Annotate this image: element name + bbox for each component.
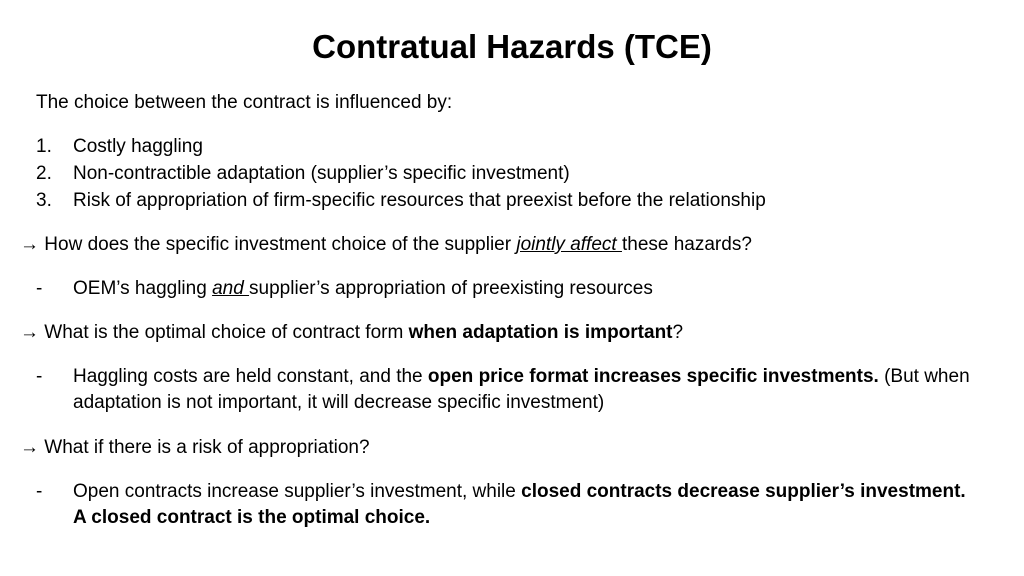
question-text: → What is the optimal choice of contract form (20, 322, 409, 343)
list-item: Risk of appropriation of firm-specific resources that preexist before the relationship (73, 190, 766, 211)
dash-bullet: - (36, 278, 43, 299)
dash-bullet: - (36, 366, 43, 387)
bold-text: open price format increases specific investments. (427, 366, 879, 387)
question-appropriation: → What if there is a risk of appropriation? (20, 437, 370, 458)
answer-text: (But when adaptation is not important, it will decrease specific investment) (73, 366, 970, 413)
intro-text: The choice between the contract is influenced by: (36, 92, 453, 113)
question-joint-effect (20, 232, 752, 258)
question-text: these hazards? (621, 234, 752, 255)
list-item: Costly haggling (73, 136, 203, 157)
dash-bullet: - (36, 481, 43, 502)
list-number: 3. (36, 190, 52, 211)
list-number: 2. (36, 163, 52, 184)
emphasis-text: jointly affect (516, 234, 622, 255)
answer-text: Haggling costs are held constant, and the (73, 366, 428, 387)
list-number: 1. (36, 136, 52, 157)
answer-text: OEM’s haggling (73, 278, 213, 299)
answer-contract-form (73, 364, 973, 416)
answer-text: supplier’s appropriation of preexisting resources (249, 278, 653, 299)
question-contract-form (20, 320, 683, 346)
question-text: → How does the specific investment choice of the supplier (20, 234, 517, 255)
answer-joint-effect (73, 276, 973, 302)
list-item: Non-contractible adaptation (supplier’s specific investment) (73, 163, 570, 184)
bold-text: closed contracts decrease supplier’s investment. A closed contract is the optimal choice. (73, 481, 966, 528)
answer-appropriation (73, 479, 973, 531)
bold-text: when adaptation is important (408, 322, 673, 343)
slide-title: Contratual Hazards (TCE) (312, 28, 712, 65)
emphasis-text: and (212, 278, 250, 299)
answer-text: Open contracts increase supplier’s investment, while (73, 481, 522, 502)
question-text: ? (672, 322, 684, 343)
